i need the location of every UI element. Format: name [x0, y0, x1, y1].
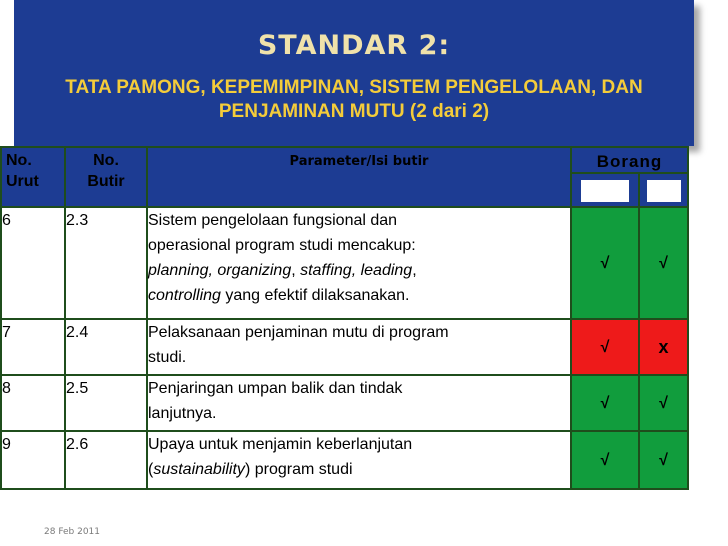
slide-title: STANDAR 2:: [257, 30, 451, 61]
row-parameter: Pelaksanaan penjaminan mutu di program studi.: [147, 319, 571, 375]
header-no-urut: No. Urut: [1, 147, 65, 207]
row-parameter: Sistem pengelolaan fungsional dan operasional program studi mencakup: planning, organizing, staffing, leading, controlling yang efektif dilaksanakan.: [147, 207, 571, 319]
subtitle-line-1: TATA PAMONG, KEPEMIMPINAN, SISTEM PENGELOLAAN, DAN: [65, 77, 643, 98]
table-row: [1, 207, 688, 319]
borang-check-1: √: [571, 431, 639, 489]
slide-date: 28 Feb 2011: [44, 527, 101, 537]
row-butir: 2.3: [65, 207, 147, 319]
table-row: [1, 319, 688, 375]
row-parameter: Penjaringan umpan balik dan tindak lanjutnya.: [147, 375, 571, 431]
borang-sub-1: [571, 173, 639, 207]
slide-subtitle: [14, 76, 694, 124]
header-no-butir: No. Butir: [65, 147, 147, 207]
borang-check-2: √: [639, 375, 688, 431]
borang-check-1: √: [571, 375, 639, 431]
row-butir: 2.5: [65, 375, 147, 431]
row-no: 8: [1, 375, 65, 431]
header-parameter: Parameter/Isi butir: [147, 147, 571, 207]
row-no: 7: [1, 319, 65, 375]
standard-table: [0, 146, 689, 490]
borang-check-1: √: [571, 319, 639, 375]
subtitle-line-2: PENJAMINAN MUTU (2 dari 2): [218, 101, 490, 122]
borang-check-1: √: [571, 207, 639, 319]
row-no: 6: [1, 207, 65, 319]
borang-check-2: √: [639, 431, 688, 489]
row-parameter: Upaya untuk menjamin keberlanjutan (sustainability) program studi: [147, 431, 571, 489]
row-butir: 2.6: [65, 431, 147, 489]
borang-sub-2: [639, 173, 688, 207]
table-header-row: [1, 147, 688, 173]
title-banner: [14, 0, 694, 146]
row-no: 9: [1, 431, 65, 489]
row-butir: 2.4: [65, 319, 147, 375]
table-row: [1, 431, 688, 489]
header-borang: Borang: [571, 147, 688, 173]
borang-cross-2: x: [639, 319, 688, 375]
borang-check-2: √: [639, 207, 688, 319]
table-row: [1, 375, 688, 431]
